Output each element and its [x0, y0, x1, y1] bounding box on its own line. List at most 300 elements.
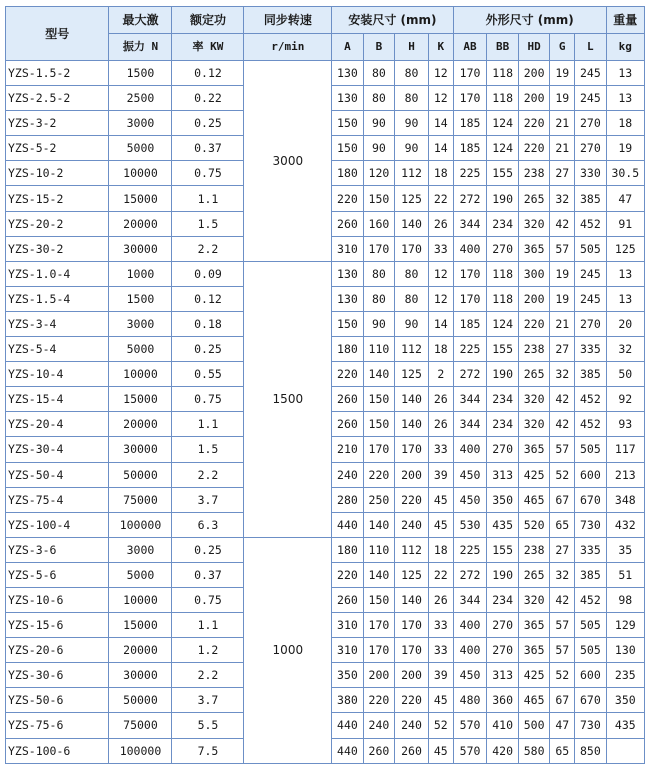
header-speed-line2: r/min — [244, 34, 332, 61]
cell-HD: 238 — [518, 337, 549, 362]
cell-HD: 365 — [518, 613, 549, 638]
cell-power: 0.55 — [172, 362, 244, 387]
cell-G: 27 — [550, 161, 575, 186]
cell-HD: 365 — [518, 236, 549, 261]
cell-L: 600 — [575, 663, 607, 688]
cell-A: 130 — [332, 61, 363, 86]
cell-BB: 270 — [487, 613, 518, 638]
cell-AB: 530 — [453, 512, 487, 537]
cell-H: 140 — [395, 587, 429, 612]
cell-G: 57 — [550, 613, 575, 638]
cell-force: 10000 — [109, 161, 172, 186]
cell-force: 5000 — [109, 337, 172, 362]
cell-B: 250 — [363, 487, 394, 512]
cell-weight: 13 — [606, 86, 644, 111]
cell-weight: 20 — [606, 311, 644, 336]
cell-HD: 465 — [518, 487, 549, 512]
cell-force: 30000 — [109, 437, 172, 462]
cell-BB: 270 — [487, 437, 518, 462]
cell-power: 2.2 — [172, 236, 244, 261]
cell-HD: 320 — [518, 587, 549, 612]
cell-HD: 220 — [518, 311, 549, 336]
cell-weight: 98 — [606, 587, 644, 612]
cell-B: 200 — [363, 663, 394, 688]
cell-G: 32 — [550, 362, 575, 387]
cell-AB: 570 — [453, 738, 487, 763]
cell-B: 170 — [363, 437, 394, 462]
cell-power: 0.75 — [172, 387, 244, 412]
cell-L: 850 — [575, 738, 607, 763]
cell-A: 440 — [332, 738, 363, 763]
cell-AB: 170 — [453, 61, 487, 86]
cell-L: 270 — [575, 311, 607, 336]
cell-G: 21 — [550, 311, 575, 336]
header-speed-line1: 同步转速 — [244, 7, 332, 34]
cell-K: 26 — [428, 211, 453, 236]
cell-L: 730 — [575, 512, 607, 537]
cell-B: 150 — [363, 387, 394, 412]
cell-power: 0.18 — [172, 311, 244, 336]
cell-L: 505 — [575, 613, 607, 638]
cell-A: 310 — [332, 236, 363, 261]
cell-force: 30000 — [109, 663, 172, 688]
cell-power: 1.5 — [172, 437, 244, 462]
cell-G: 19 — [550, 261, 575, 286]
cell-model: YZS-30-2 — [6, 236, 109, 261]
cell-H: 90 — [395, 111, 429, 136]
cell-B: 220 — [363, 462, 394, 487]
cell-G: 27 — [550, 337, 575, 362]
cell-K: 14 — [428, 111, 453, 136]
cell-H: 140 — [395, 387, 429, 412]
cell-L: 452 — [575, 587, 607, 612]
cell-power: 0.09 — [172, 261, 244, 286]
vibration-motor-spec-table — [5, 6, 645, 764]
cell-weight: 35 — [606, 537, 644, 562]
cell-power: 1.1 — [172, 186, 244, 211]
cell-H: 240 — [395, 713, 429, 738]
cell-H: 125 — [395, 362, 429, 387]
cell-power: 1.1 — [172, 613, 244, 638]
cell-AB: 272 — [453, 362, 487, 387]
cell-H: 170 — [395, 613, 429, 638]
cell-L: 245 — [575, 61, 607, 86]
cell-weight: 235 — [606, 663, 644, 688]
cell-HD: 465 — [518, 688, 549, 713]
cell-HD: 425 — [518, 462, 549, 487]
cell-A: 440 — [332, 512, 363, 537]
cell-weight: 348 — [606, 487, 644, 512]
cell-L: 330 — [575, 161, 607, 186]
cell-force: 50000 — [109, 688, 172, 713]
cell-force: 1500 — [109, 61, 172, 86]
cell-G: 52 — [550, 663, 575, 688]
cell-A: 240 — [332, 462, 363, 487]
cell-model: YZS-1.5-4 — [6, 286, 109, 311]
cell-model: YZS-15-6 — [6, 613, 109, 638]
cell-G: 57 — [550, 437, 575, 462]
cell-G: 19 — [550, 86, 575, 111]
cell-weight: 18 — [606, 111, 644, 136]
header-weight-line1: 重量 — [606, 7, 644, 34]
cell-B: 80 — [363, 61, 394, 86]
cell-BB: 118 — [487, 61, 518, 86]
cell-BB: 190 — [487, 562, 518, 587]
cell-AB: 225 — [453, 337, 487, 362]
cell-BB: 118 — [487, 261, 518, 286]
cell-power: 0.25 — [172, 537, 244, 562]
cell-AB: 400 — [453, 437, 487, 462]
cell-A: 260 — [332, 387, 363, 412]
cell-K: 26 — [428, 412, 453, 437]
cell-weight: 350 — [606, 688, 644, 713]
cell-A: 260 — [332, 587, 363, 612]
cell-force: 1500 — [109, 286, 172, 311]
cell-G: 27 — [550, 537, 575, 562]
cell-G: 67 — [550, 487, 575, 512]
cell-model: YZS-1.5-2 — [6, 61, 109, 86]
cell-H: 200 — [395, 663, 429, 688]
cell-B: 120 — [363, 161, 394, 186]
cell-L: 452 — [575, 387, 607, 412]
cell-G: 21 — [550, 136, 575, 161]
cell-model: YZS-100-4 — [6, 512, 109, 537]
cell-A: 220 — [332, 186, 363, 211]
cell-HD: 220 — [518, 136, 549, 161]
cell-L: 270 — [575, 111, 607, 136]
cell-BB: 155 — [487, 537, 518, 562]
cell-HD: 580 — [518, 738, 549, 763]
cell-B: 80 — [363, 286, 394, 311]
cell-G: 32 — [550, 562, 575, 587]
cell-BB: 155 — [487, 337, 518, 362]
cell-HD: 200 — [518, 61, 549, 86]
cell-A: 350 — [332, 663, 363, 688]
table-row — [6, 261, 645, 286]
cell-model: YZS-3-4 — [6, 311, 109, 336]
cell-B: 80 — [363, 86, 394, 111]
cell-H: 140 — [395, 211, 429, 236]
cell-B: 110 — [363, 337, 394, 362]
cell-model: YZS-5-4 — [6, 337, 109, 362]
cell-A: 150 — [332, 111, 363, 136]
cell-G: 19 — [550, 286, 575, 311]
cell-power: 0.22 — [172, 86, 244, 111]
cell-HD: 200 — [518, 86, 549, 111]
cell-BB: 313 — [487, 663, 518, 688]
header-outline-dimensions: 外形尺寸 (mm) — [453, 7, 606, 34]
cell-HD: 265 — [518, 186, 549, 211]
cell-B: 160 — [363, 211, 394, 236]
cell-G: 42 — [550, 387, 575, 412]
cell-force: 10000 — [109, 362, 172, 387]
cell-force: 5000 — [109, 562, 172, 587]
cell-K: 33 — [428, 613, 453, 638]
cell-HD: 425 — [518, 663, 549, 688]
cell-force: 75000 — [109, 487, 172, 512]
cell-L: 245 — [575, 86, 607, 111]
cell-K: 33 — [428, 437, 453, 462]
cell-L: 505 — [575, 437, 607, 462]
cell-weight: 19 — [606, 136, 644, 161]
cell-H: 125 — [395, 186, 429, 211]
cell-AB: 170 — [453, 286, 487, 311]
cell-power: 0.25 — [172, 111, 244, 136]
cell-BB: 410 — [487, 713, 518, 738]
cell-K: 14 — [428, 136, 453, 161]
cell-G: 52 — [550, 462, 575, 487]
cell-power: 6.3 — [172, 512, 244, 537]
cell-L: 670 — [575, 487, 607, 512]
spec-table-container — [5, 6, 645, 764]
cell-speed: 3000 — [244, 61, 332, 262]
cell-K: 52 — [428, 713, 453, 738]
cell-model: YZS-20-4 — [6, 412, 109, 437]
cell-weight — [606, 738, 644, 763]
cell-weight: 435 — [606, 713, 644, 738]
cell-G: 21 — [550, 111, 575, 136]
cell-force: 100000 — [109, 738, 172, 763]
cell-H: 80 — [395, 286, 429, 311]
cell-model: YZS-3-6 — [6, 537, 109, 562]
table-body — [6, 61, 645, 764]
header-col-h: H — [395, 34, 429, 61]
cell-BB: 270 — [487, 638, 518, 663]
cell-BB: 124 — [487, 136, 518, 161]
cell-force: 15000 — [109, 387, 172, 412]
cell-B: 110 — [363, 537, 394, 562]
cell-H: 90 — [395, 136, 429, 161]
header-col-bb: BB — [487, 34, 518, 61]
cell-force: 20000 — [109, 412, 172, 437]
cell-weight: 13 — [606, 261, 644, 286]
cell-BB: 118 — [487, 86, 518, 111]
cell-force: 50000 — [109, 462, 172, 487]
cell-model: YZS-1.0-4 — [6, 261, 109, 286]
cell-A: 440 — [332, 713, 363, 738]
cell-force: 3000 — [109, 111, 172, 136]
header-col-hd: HD — [518, 34, 549, 61]
cell-force: 10000 — [109, 587, 172, 612]
cell-L: 600 — [575, 462, 607, 487]
cell-weight: 13 — [606, 286, 644, 311]
header-weight-line2: kg — [606, 34, 644, 61]
cell-model: YZS-10-4 — [6, 362, 109, 387]
cell-AB: 400 — [453, 613, 487, 638]
cell-K: 12 — [428, 61, 453, 86]
header-col-a: A — [332, 34, 363, 61]
cell-A: 310 — [332, 638, 363, 663]
cell-L: 385 — [575, 186, 607, 211]
cell-weight: 125 — [606, 236, 644, 261]
cell-A: 130 — [332, 86, 363, 111]
cell-BB: 155 — [487, 161, 518, 186]
cell-HD: 238 — [518, 537, 549, 562]
cell-AB: 225 — [453, 161, 487, 186]
header-col-b: B — [363, 34, 394, 61]
cell-B: 170 — [363, 638, 394, 663]
cell-K: 18 — [428, 161, 453, 186]
cell-K: 26 — [428, 587, 453, 612]
cell-L: 505 — [575, 236, 607, 261]
cell-K: 12 — [428, 261, 453, 286]
cell-AB: 225 — [453, 537, 487, 562]
cell-force: 20000 — [109, 211, 172, 236]
table-row — [6, 537, 645, 562]
cell-AB: 185 — [453, 136, 487, 161]
cell-A: 210 — [332, 437, 363, 462]
cell-AB: 480 — [453, 688, 487, 713]
cell-HD: 320 — [518, 211, 549, 236]
cell-H: 80 — [395, 61, 429, 86]
cell-weight: 130 — [606, 638, 644, 663]
cell-BB: 234 — [487, 387, 518, 412]
cell-BB: 350 — [487, 487, 518, 512]
cell-force: 3000 — [109, 311, 172, 336]
cell-AB: 272 — [453, 562, 487, 587]
cell-K: 12 — [428, 286, 453, 311]
cell-H: 90 — [395, 311, 429, 336]
cell-force: 20000 — [109, 638, 172, 663]
cell-K: 18 — [428, 337, 453, 362]
cell-BB: 118 — [487, 286, 518, 311]
cell-G: 67 — [550, 688, 575, 713]
cell-B: 170 — [363, 236, 394, 261]
cell-B: 140 — [363, 512, 394, 537]
cell-H: 125 — [395, 562, 429, 587]
cell-A: 130 — [332, 261, 363, 286]
cell-model: YZS-75-4 — [6, 487, 109, 512]
cell-BB: 190 — [487, 362, 518, 387]
cell-L: 730 — [575, 713, 607, 738]
cell-HD: 238 — [518, 161, 549, 186]
cell-K: 45 — [428, 688, 453, 713]
cell-model: YZS-50-4 — [6, 462, 109, 487]
cell-B: 170 — [363, 613, 394, 638]
cell-G: 57 — [550, 236, 575, 261]
cell-B: 260 — [363, 738, 394, 763]
cell-H: 112 — [395, 161, 429, 186]
cell-H: 80 — [395, 86, 429, 111]
cell-K: 39 — [428, 663, 453, 688]
cell-power: 1.2 — [172, 638, 244, 663]
cell-force: 3000 — [109, 537, 172, 562]
cell-power: 3.7 — [172, 688, 244, 713]
cell-speed: 1000 — [244, 537, 332, 763]
cell-weight: 432 — [606, 512, 644, 537]
header-power-line1: 额定功 — [172, 7, 244, 34]
cell-B: 150 — [363, 186, 394, 211]
cell-BB: 360 — [487, 688, 518, 713]
cell-K: 2 — [428, 362, 453, 387]
cell-HD: 300 — [518, 261, 549, 286]
cell-K: 22 — [428, 186, 453, 211]
cell-model: YZS-30-4 — [6, 437, 109, 462]
cell-L: 385 — [575, 362, 607, 387]
cell-power: 2.2 — [172, 462, 244, 487]
cell-AB: 185 — [453, 111, 487, 136]
cell-B: 150 — [363, 412, 394, 437]
cell-model: YZS-5-2 — [6, 136, 109, 161]
cell-A: 180 — [332, 337, 363, 362]
cell-H: 220 — [395, 487, 429, 512]
cell-force: 5000 — [109, 136, 172, 161]
cell-G: 42 — [550, 412, 575, 437]
cell-L: 335 — [575, 537, 607, 562]
cell-weight: 213 — [606, 462, 644, 487]
cell-H: 80 — [395, 261, 429, 286]
cell-power: 0.12 — [172, 286, 244, 311]
cell-G: 42 — [550, 211, 575, 236]
cell-A: 150 — [332, 311, 363, 336]
cell-AB: 400 — [453, 236, 487, 261]
cell-L: 270 — [575, 136, 607, 161]
cell-K: 33 — [428, 236, 453, 261]
cell-H: 170 — [395, 236, 429, 261]
cell-H: 170 — [395, 437, 429, 462]
cell-K: 18 — [428, 537, 453, 562]
cell-HD: 520 — [518, 512, 549, 537]
cell-HD: 220 — [518, 111, 549, 136]
cell-A: 180 — [332, 537, 363, 562]
cell-weight: 129 — [606, 613, 644, 638]
cell-G: 32 — [550, 186, 575, 211]
cell-power: 0.75 — [172, 587, 244, 612]
header-col-l: L — [575, 34, 607, 61]
cell-G: 47 — [550, 713, 575, 738]
cell-K: 45 — [428, 512, 453, 537]
cell-L: 245 — [575, 286, 607, 311]
cell-B: 90 — [363, 111, 394, 136]
cell-A: 310 — [332, 613, 363, 638]
cell-BB: 234 — [487, 211, 518, 236]
cell-AB: 272 — [453, 186, 487, 211]
cell-HD: 200 — [518, 286, 549, 311]
cell-K: 45 — [428, 738, 453, 763]
header-force-line1: 最大激 — [109, 7, 172, 34]
cell-K: 33 — [428, 638, 453, 663]
cell-power: 5.5 — [172, 713, 244, 738]
cell-AB: 344 — [453, 412, 487, 437]
cell-power: 0.25 — [172, 337, 244, 362]
cell-power: 0.37 — [172, 136, 244, 161]
cell-speed: 1500 — [244, 261, 332, 537]
header-force-line2: 振力 N — [109, 34, 172, 61]
header-power-line2: 率 KW — [172, 34, 244, 61]
cell-B: 150 — [363, 587, 394, 612]
header-col-k: K — [428, 34, 453, 61]
cell-force: 30000 — [109, 236, 172, 261]
cell-HD: 265 — [518, 562, 549, 587]
cell-force: 15000 — [109, 613, 172, 638]
cell-BB: 270 — [487, 236, 518, 261]
cell-K: 45 — [428, 487, 453, 512]
cell-A: 380 — [332, 688, 363, 713]
cell-G: 57 — [550, 638, 575, 663]
cell-model: YZS-75-6 — [6, 713, 109, 738]
cell-H: 140 — [395, 412, 429, 437]
cell-H: 170 — [395, 638, 429, 663]
cell-L: 335 — [575, 337, 607, 362]
cell-A: 150 — [332, 136, 363, 161]
cell-AB: 344 — [453, 587, 487, 612]
cell-weight: 51 — [606, 562, 644, 587]
cell-force: 1000 — [109, 261, 172, 286]
cell-power: 0.37 — [172, 562, 244, 587]
cell-model: YZS-15-2 — [6, 186, 109, 211]
cell-power: 0.12 — [172, 61, 244, 86]
cell-BB: 190 — [487, 186, 518, 211]
